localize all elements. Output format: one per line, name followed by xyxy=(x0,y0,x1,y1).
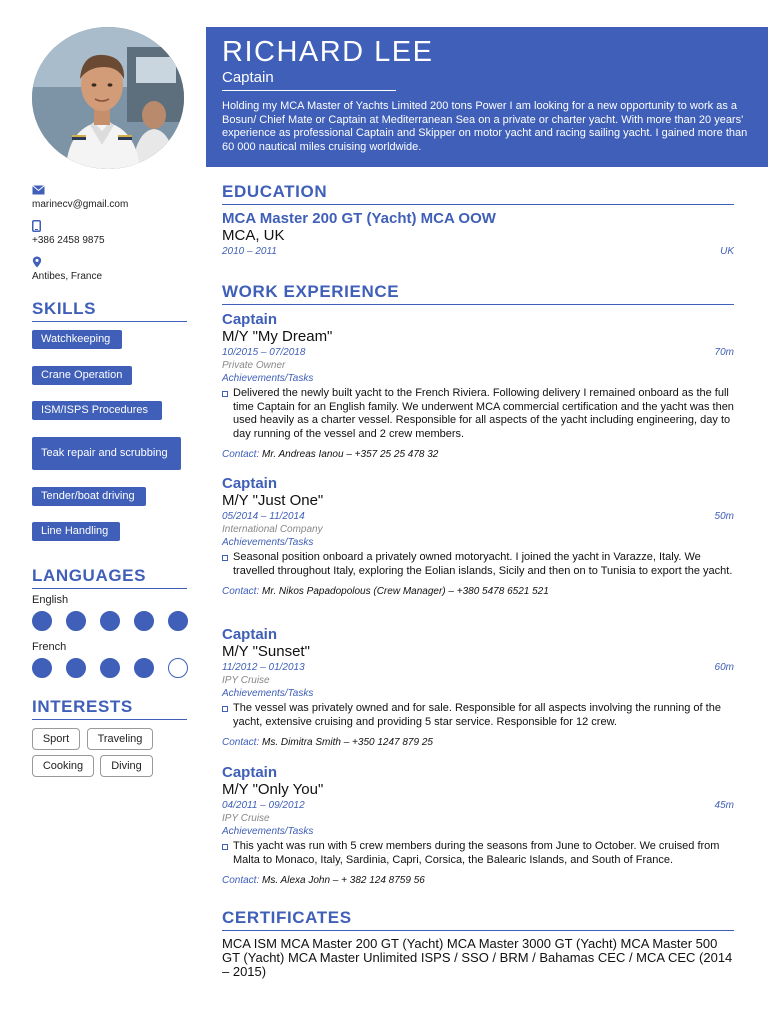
level-dot-filled xyxy=(32,611,52,631)
job-meta xyxy=(222,510,734,523)
level-dot-filled xyxy=(100,658,120,678)
job-title: Captain xyxy=(222,475,278,492)
job-meta xyxy=(222,799,734,812)
languages-heading: LANGUAGES xyxy=(32,566,187,589)
envelope-icon xyxy=(32,184,45,196)
job-task: Delivered the newly built yacht to the French Riviera. Following delivery I remained onboard as the full time Captain for an English family. We underwent MCA commercial certification and the yacht was then used heavily as a charter vessel. Responsible for all aspects of the yacht including engineering, day to day running of the vessel and 2 crew members. xyxy=(222,387,734,441)
job-vessel-size: 50m xyxy=(714,511,734,522)
interests-heading: INTERESTS xyxy=(32,697,187,720)
skill-tag: Tender/boat driving xyxy=(32,487,146,506)
job-vessel: M/Y "My Dream" xyxy=(222,328,333,345)
job-task: The vessel was privately owned and for sale. Responsible for all aspects involving the running of the yacht, extensive cruising and providing 5 star service. Responsible for 12 crew. xyxy=(222,702,734,729)
profile-summary: Holding my MCA Master of Yachts Limited 200 tons Power I am looking for a new opportunity to work as a Bosun/ Chief Mate or Captain at Mediterranean Sea on a private or charter yacht. With more than 20 years' experience as professional Captain and Skipper on motor yacht and racing sailing yacht. I gained more than 60 000 nautical miles cruising worldwide. xyxy=(222,100,748,153)
job-task: Seasonal position onboard a privately owned motoryacht. I joined the yacht in Varazze, Italy. We travelled throughout Italy, exploring the Eolian islands, Sicily and then on to Tunisia to export the yacht. xyxy=(222,551,734,578)
job-vessel-size: 70m xyxy=(714,347,734,358)
job-meta xyxy=(222,346,734,359)
level-dot-filled xyxy=(66,658,86,678)
education-entry xyxy=(222,210,734,258)
skill-tag: Teak repair and scrubbing xyxy=(32,437,181,470)
job-vessel-size: 60m xyxy=(714,662,734,673)
education-meta xyxy=(222,245,734,258)
education-dates: 2010 – 2011 xyxy=(222,246,277,257)
job-entry xyxy=(222,475,734,598)
contact-value: Ms. Alexa John – + 382 124 8759 56 xyxy=(262,875,425,886)
language-name: English xyxy=(32,594,69,606)
certificates-text: MCA ISM MCA Master 200 GT (Yacht) MCA Master 3000 GT (Yacht) MCA Master 500 GT (Yacht) MCA Master Unlimited ISPS / SSO / BRM / Bahamas CEC / MCA CEC (2014 – 2015) xyxy=(222,936,733,979)
address-text: Antibes, France xyxy=(32,271,103,282)
level-dot-empty xyxy=(168,658,188,678)
level-dot-filled xyxy=(134,611,154,631)
email-text: marinecv@gmail.com xyxy=(32,199,129,210)
work-heading: WORK EXPERIENCE xyxy=(222,282,734,305)
education-title: MCA Master 200 GT (Yacht) MCA OOW xyxy=(222,210,496,227)
contact-label: Contact: xyxy=(222,875,260,886)
education-institution: MCA, UK xyxy=(222,227,285,244)
job-dates: 04/2011 – 09/2012 xyxy=(222,800,305,811)
job-vessel: M/Y "Sunset" xyxy=(222,643,310,660)
language-name: French xyxy=(32,641,67,653)
level-dot-filled xyxy=(32,658,52,678)
job-entry xyxy=(222,764,734,887)
skill-tag: Line Handling xyxy=(32,522,120,541)
level-dot-filled xyxy=(168,611,188,631)
level-dot-filled xyxy=(66,611,86,631)
job-employer: International Company xyxy=(222,524,323,535)
skill-tag: ISM/ISPS Procedures xyxy=(32,401,162,420)
job-contact xyxy=(222,585,734,598)
skills-heading: SKILLS xyxy=(32,299,187,322)
candidate-role: Captain xyxy=(222,69,396,91)
contact-phone xyxy=(32,220,192,246)
achievements-label: Achievements/Tasks xyxy=(222,688,314,699)
contact-address xyxy=(32,256,192,282)
job-title: Captain xyxy=(222,764,278,781)
language-level-english xyxy=(32,611,188,631)
education-location: UK xyxy=(720,246,734,257)
contact-label: Contact: xyxy=(222,737,260,748)
interest-tag: Traveling xyxy=(87,728,153,750)
job-contact xyxy=(222,874,734,887)
language-level-french xyxy=(32,658,188,678)
contact-value: Mr. Nikos Papadopolous (Crew Manager) – +380 5478 6521 521 xyxy=(262,586,549,597)
phone-text: +386 2458 9875 xyxy=(32,235,105,246)
job-dates: 11/2012 – 01/2013 xyxy=(222,662,305,673)
achievements-label: Achievements/Tasks xyxy=(222,537,314,548)
level-dot-filled xyxy=(134,658,154,678)
contact-value: Ms. Dimitra Smith – +350 1247 879 25 xyxy=(262,737,433,748)
profile-photo xyxy=(32,27,184,169)
contact-label: Contact: xyxy=(222,586,260,597)
location-pin-icon xyxy=(32,256,42,268)
achievements-label: Achievements/Tasks xyxy=(222,373,314,384)
skill-tag: Crane Operation xyxy=(32,366,132,385)
mobile-phone-icon xyxy=(32,220,41,232)
interest-tag: Diving xyxy=(100,755,153,777)
interest-tag: Sport xyxy=(32,728,80,750)
job-vessel: M/Y "Only You" xyxy=(222,781,324,798)
job-dates: 05/2014 – 11/2014 xyxy=(222,511,305,522)
contact-label: Contact: xyxy=(222,449,260,460)
certificates-heading: CERTIFICATES xyxy=(222,908,734,931)
job-contact xyxy=(222,736,734,749)
job-entry xyxy=(222,311,734,461)
contact-value: Mr. Andreas Ianou – +357 25 25 478 32 xyxy=(262,449,439,460)
job-title: Captain xyxy=(222,626,278,643)
job-dates: 10/2015 – 07/2018 xyxy=(222,347,306,358)
skill-tag: Watchkeeping xyxy=(32,330,122,349)
job-title: Captain xyxy=(222,311,278,328)
header-banner xyxy=(206,27,768,167)
job-vessel-size: 45m xyxy=(714,800,734,811)
education-heading: EDUCATION xyxy=(222,182,734,205)
job-entry xyxy=(222,626,734,749)
job-contact xyxy=(222,448,734,461)
job-employer: Private Owner xyxy=(222,360,286,371)
candidate-name: RICHARD LEE xyxy=(222,36,434,68)
achievements-label: Achievements/Tasks xyxy=(222,826,314,837)
job-employer: IPY Cruise xyxy=(222,813,270,824)
interest-tag: Cooking xyxy=(32,755,94,777)
job-vessel: M/Y "Just One" xyxy=(222,492,324,509)
contact-email xyxy=(32,184,192,210)
level-dot-filled xyxy=(100,611,120,631)
job-task: This yacht was run with 5 crew members during the seasons from June to October. We cruised from Malta to Monaco, Italy, Sardinia, Capri, Corsica, the Balearic Islands, and South of France. xyxy=(222,840,734,867)
job-employer: IPY Cruise xyxy=(222,675,270,686)
job-meta xyxy=(222,661,734,674)
